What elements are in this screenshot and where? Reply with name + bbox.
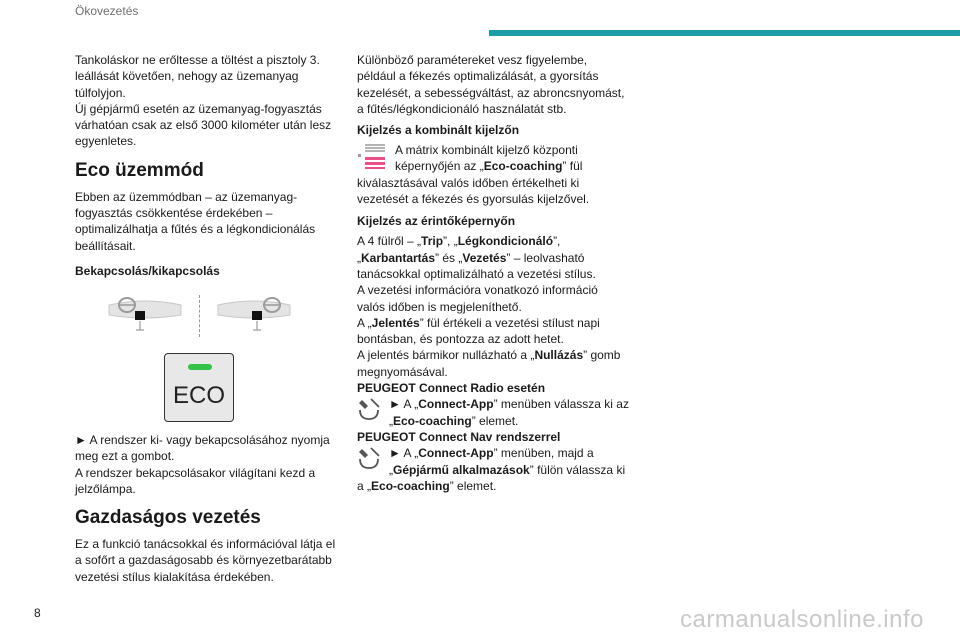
rhd-dashboard-icon (214, 295, 294, 335)
combined-display-heading: Kijelzés a kombinált kijelzőn (357, 123, 520, 138)
tabs-text: A 4 fülről – „Trip”, „Légkondicionáló”, „Karbantartás” és „Vezetés” – leolvasható tanácsokkal optimalizálható a vezetési stílus. (357, 234, 596, 281)
eco-driving-text: Ez a funkció tanácsokkal és információval látja el a sofőrt a gazdaságosabb és környezetbarátabb vezetési stílus kialakítása érdekében. (75, 537, 336, 584)
header-accent-bar (489, 30, 960, 36)
radio-heading: PEUGEOT Connect Radio esetén (357, 381, 546, 396)
running-header: Ökovezetés (75, 4, 139, 18)
eco-mode-heading: Eco üzemmód (75, 159, 204, 181)
eco-mode-text: Ebben az üzemmódban – az üzemanyag-fogyasztás csökkentése érdekében – optimalizálhatja a fűtés és a légkondicionálás beállításait. (75, 189, 316, 253)
eco-button-illustration (164, 353, 234, 422)
report-text: A „Jelentés” fül értékeli a vezetési stílust napi bontásban, és pontozza az adott hetet. (357, 315, 600, 347)
eco-indicator-lamp (188, 364, 212, 370)
intro-paragraph-2: Új gépjármű esetén az üzemanyag-fogyasztás várhatóan csak az első 3000 kilométer után lesz egyenletes. (75, 101, 332, 149)
illustration-divider (199, 295, 200, 337)
press-instruction: ► A rendszer ki- vagy bekapcsolásához nyomja meg ezt a gombot. (75, 432, 330, 464)
intro-paragraph: Tankoláskor ne erőltesse a töltést a pisztoly 3. leállását követően, nehogy az üzemanyag túlfolyjon. (75, 53, 320, 100)
onoff-heading: Bekapcsolás/kikapcsolás (75, 263, 220, 278)
realtime-text: A vezetési információra vonatkozó információ valós időben is megjeleníthető. (357, 283, 598, 314)
connect-app-icon (357, 446, 381, 470)
dashboard-location-illustration (55, 295, 343, 339)
watermark: carmanualsonline.info (680, 606, 924, 633)
right-column (357, 52, 629, 494)
eco-button-label: ECO (172, 381, 225, 409)
parameters-text: Különböző paramétereket vesz figyelembe, például a fékezés optimalizálását, a gyorsítás kezelését, a sebességváltást, az abroncsnyomást, a fűtés/légkondicionáló használatát stb. (357, 53, 625, 116)
matrix-display-icon (357, 143, 387, 169)
left-column (75, 52, 343, 585)
nav-heading: PEUGEOT Connect Nav rendszerrel (357, 429, 561, 444)
connect-app-icon (357, 397, 381, 421)
eco-driving-heading: Gazdaságos vezetés (75, 507, 261, 529)
touchscreen-heading: Kijelzés az érintőképernyőn (357, 214, 516, 229)
nav-instruction: ► A „Connect-App” menüben, majd a „Gépjármű alkalmazások” fülön válassza ki a „Eco-coaching” elemet. (357, 446, 626, 493)
reset-text: A jelentés bármikor nullázható a „Nullázás” gomb megnyomásával. (357, 348, 621, 379)
page-number: 8 (34, 606, 41, 620)
radio-instruction: ► A „Connect-App” menüben válassza ki az „Eco-coaching” elemet. (357, 396, 629, 429)
lhd-dashboard-icon (105, 295, 185, 335)
combined-display-text: A mátrix kombinált kijelző központi képernyőjén az „Eco-coaching” fül kiválasztásával valós időben értékelheti ki vezetését a fékezés és gyorsulás kijelzővel. (357, 143, 590, 207)
lamp-text: A rendszer bekapcsolásakor világítani kezd a jelzőlámpa. (75, 465, 316, 496)
